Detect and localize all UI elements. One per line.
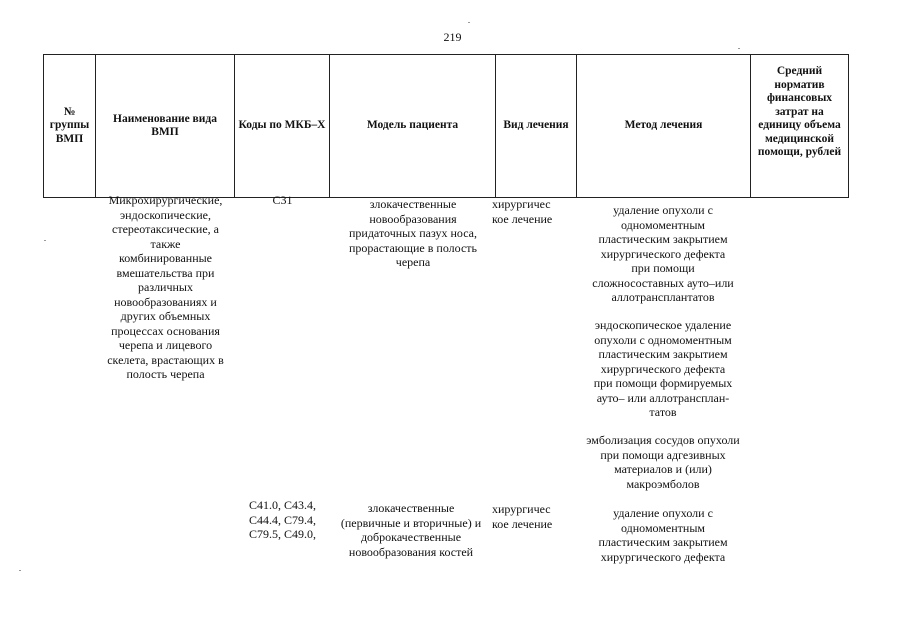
- row1-method-3: эмболизация сосудов опухоли при помощи адгезивных материалов и (или) макроэмболов: [586, 433, 740, 491]
- row1-vmp-name: Микрохирургические, эндоскопические, стереотаксические, а также комбинированные вмешательства при различных новообразованиях и других объемных процессах основания черепа и лицевого скелета, врастающих в полость черепа: [107, 193, 224, 381]
- scan-speck: [19, 570, 21, 571]
- scan-speck: [44, 240, 46, 241]
- scan-speck: [738, 48, 740, 49]
- header-group-number: № группы ВМП: [44, 55, 96, 198]
- page-number: 219: [443, 30, 462, 44]
- table-header: [43, 54, 849, 198]
- row2-patient-model: злокачественные (первичные и вторичные) и доброкачественные новообразования костей: [340, 501, 482, 559]
- header-treatment-type: Вид лечения: [496, 55, 577, 198]
- row1-method-1: удаление опухоли с одномоментным пластическим закрытием хирургического дефекта при помощи сложносоставных ауто–или аллотрансплантатов: [592, 203, 734, 304]
- row2-icd-codes: C41.0, C43.4, C44.4, C79.4, C79.5, C49.0,: [248, 498, 316, 541]
- row1-icd-codes: C31: [272, 193, 293, 207]
- row1-treatment-type: хирургичес кое лечение: [492, 197, 553, 226]
- row2-treatment-type: хирургичес кое лечение: [492, 502, 553, 531]
- header-patient-model: Модель пациента: [330, 55, 496, 198]
- row1-patient-model: злокачественные новообразования придаточных пазух носа, прорастающие в полость черепа: [348, 197, 477, 269]
- header-cost-standard: Средний норматив финансовых затрат на единицу объема медицинской помощи, рублей: [751, 55, 849, 198]
- header-icd-codes: Коды по МКБ–Х: [235, 55, 330, 198]
- row2-method: удаление опухоли с одномоментным пластическим закрытием хирургического дефекта: [598, 506, 728, 564]
- header-treatment-method: Метод лечения: [577, 55, 751, 198]
- header-vmp-name: Наименование вида ВМП: [96, 55, 235, 198]
- scan-speck: [468, 22, 470, 23]
- row1-method-2: эндоскопическое удаление опухоли с одномоментным пластическим закрытием хирургического дефекта при помощи формируемых ауто– или аллотрансплан- татов: [593, 318, 733, 419]
